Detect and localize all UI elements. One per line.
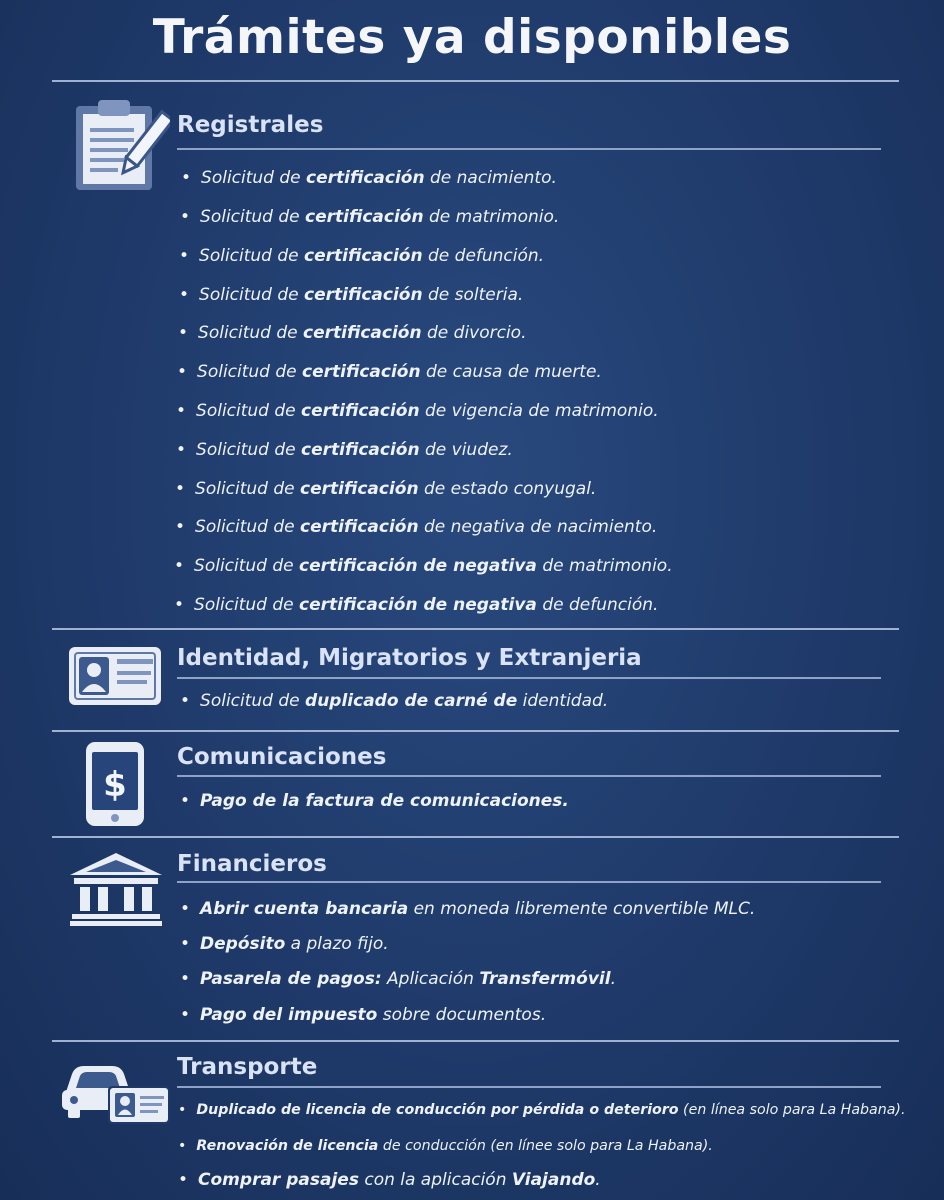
section-divider	[52, 628, 899, 630]
list-item: • Solicitud de certificación de matrimonio.	[180, 207, 559, 227]
list-item: • Comprar pasajes con la aplicación Viajando.	[178, 1170, 601, 1190]
section-underline	[177, 148, 881, 150]
section-heading: Identidad, Migratorios y Extranjeria	[177, 645, 642, 671]
section-underline	[177, 1086, 881, 1088]
list-item: • Solicitud de certificación de nacimiento.	[181, 168, 557, 188]
car-license-icon	[60, 1052, 172, 1126]
list-item: • Duplicado de licencia de conducción por pérdida o deterioro (en línea solo para La Habana).	[178, 1102, 905, 1118]
page-title: Trámites ya disponibles	[152, 10, 792, 65]
title-divider	[52, 80, 899, 82]
list-item: • Solicitud de duplicado de carné de identidad.	[180, 691, 608, 711]
list-item: • Depósito a plazo fijo.	[180, 934, 389, 954]
section-heading: Financieros	[177, 851, 327, 877]
list-item: • Solicitud de certificación de negativa de matrimonio.	[174, 556, 673, 576]
list-item: • Pago de la factura de comunicaciones.	[180, 791, 569, 811]
list-item: • Solicitud de certificación de defunción.	[179, 246, 544, 266]
list-item: • Solicitud de certificación de divorcio.	[178, 323, 527, 343]
phone-dollar-icon	[84, 740, 146, 828]
id-card-icon	[67, 645, 163, 707]
section-heading: Registrales	[177, 112, 324, 138]
svg-text:$: $	[103, 765, 127, 805]
list-item: • Solicitud de certificación de estado conyugal.	[175, 479, 596, 499]
list-item: • Solicitud de certificación de solteria.	[179, 285, 523, 305]
section-divider	[52, 836, 899, 838]
list-item: • Solicitud de certificación de viudez.	[176, 440, 513, 460]
list-item: • Pasarela de pagos: Aplicación Transfermóvil.	[180, 969, 616, 989]
section-divider	[52, 730, 899, 732]
section-underline	[177, 881, 881, 883]
section-heading: Comunicaciones	[177, 744, 387, 770]
bank-icon	[68, 851, 164, 927]
list-item: • Pago del impuesto sobre documentos.	[180, 1005, 546, 1025]
clipboard-pencil-icon	[74, 98, 170, 196]
list-item: • Solicitud de certificación de causa de muerte.	[177, 362, 602, 382]
list-item: • Renovación de licencia de conducción (en línee solo para La Habana).	[178, 1138, 713, 1154]
section-heading: Transporte	[177, 1054, 318, 1080]
list-item: • Solicitud de certificación de negativa de nacimiento.	[175, 517, 657, 537]
section-underline	[177, 677, 881, 679]
list-item: • Solicitud de certificación de negativa de defunción.	[174, 595, 658, 615]
list-item: • Solicitud de certificación de vigencia de matrimonio.	[176, 401, 659, 421]
list-item: • Abrir cuenta bancaria en moneda libremente convertible MLC.	[180, 899, 755, 919]
section-divider	[52, 1040, 899, 1042]
section-underline	[177, 775, 881, 777]
